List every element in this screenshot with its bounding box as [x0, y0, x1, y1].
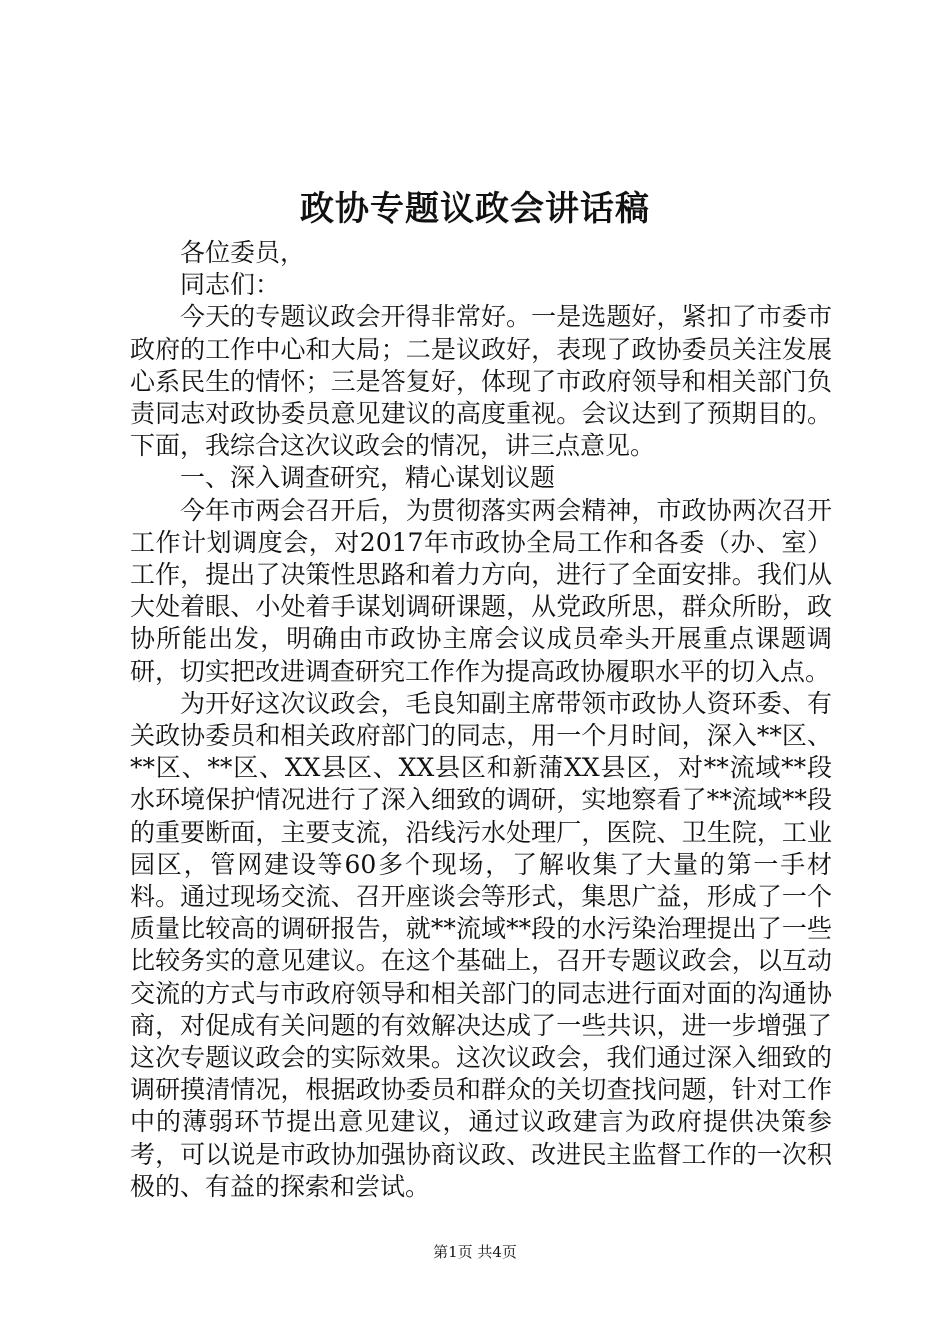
paragraph-opening: 今天的专题议政会开得非常好。一是选题好，紧扣了市委市政府的工作中心和大局；二是议政好，表现了政协委员关注发展心系民生的情怀；三是答复好，体现了市政府领导和相关部门负责同志对政协委员意见建议的高度重视。会议达到了预期目的。下面，我综合这次议政会的情况，讲三点意见。 [130, 302, 832, 461]
salutation-comrades: 同志们： [180, 270, 281, 300]
section-heading-1: 一、深入调查研究，精心谋划议题 [180, 463, 556, 493]
page-number: 第1页 共4页 [433, 1243, 517, 1261]
paragraph-planning: 今年市两会召开后，为贯彻落实两会精神，市政协两次召开工作计划调度会，对2017年市政协全局工作和各委（办、室）工作，提出了决策性思路和着力方向，进行了全面安排。我们从大处着眼、小处着手谋划调研课题，从党政所思，群众所盼，政协所能出发，明确由市政协主席会议成员牵头开展重点课题调研，切实把改进调查研究工作作为提高政协履职水平的切入点。 [130, 495, 832, 686]
document-title: 政协专题议政会讲话稿 [300, 189, 650, 229]
document-body [130, 237, 832, 1203]
paragraph-research: 为开好这次议政会，毛良知副主席带领市政协人资环委、有关政协委员和相关政府部门的同志，用一个月时间，深入**区、**区、**区、XX县区、XX县区和新蒲XX县区，对**流域**段水环境保护情况进行了深入细致的调研，实地察看了**流域**段的重要断面，主要支流，沿线污水处理厂，医院、卫生院，工业园区，管网建设等60多个现场，了解收集了大量的第一手材料。通过现场交流、召开座谈会等形式，集思广益，形成了一个质量比较高的调研报告，就**流域**段的水污染治理提出了一些比较务实的意见建议。在这个基础上，召开专题议政会，以互动交流的方式与市政府领导和相关部门的同志进行面对面的沟通协商，对促成有关问题的有效解决达成了一些共识，进一步增强了这次专题议政会的实际效果。这次议政会，我们通过深入细致的调研摸清情况，根据政协委员和群众的关切查找问题，针对工作中的薄弱环节提出意见建议，通过议政建言为政府提供决策参考，可以说是市政协加强协商议政、改进民主监督工作的一次积极的、有益的探索和尝试。 [130, 688, 832, 1201]
salutation-committee-members: 各位委员， [180, 238, 306, 267]
